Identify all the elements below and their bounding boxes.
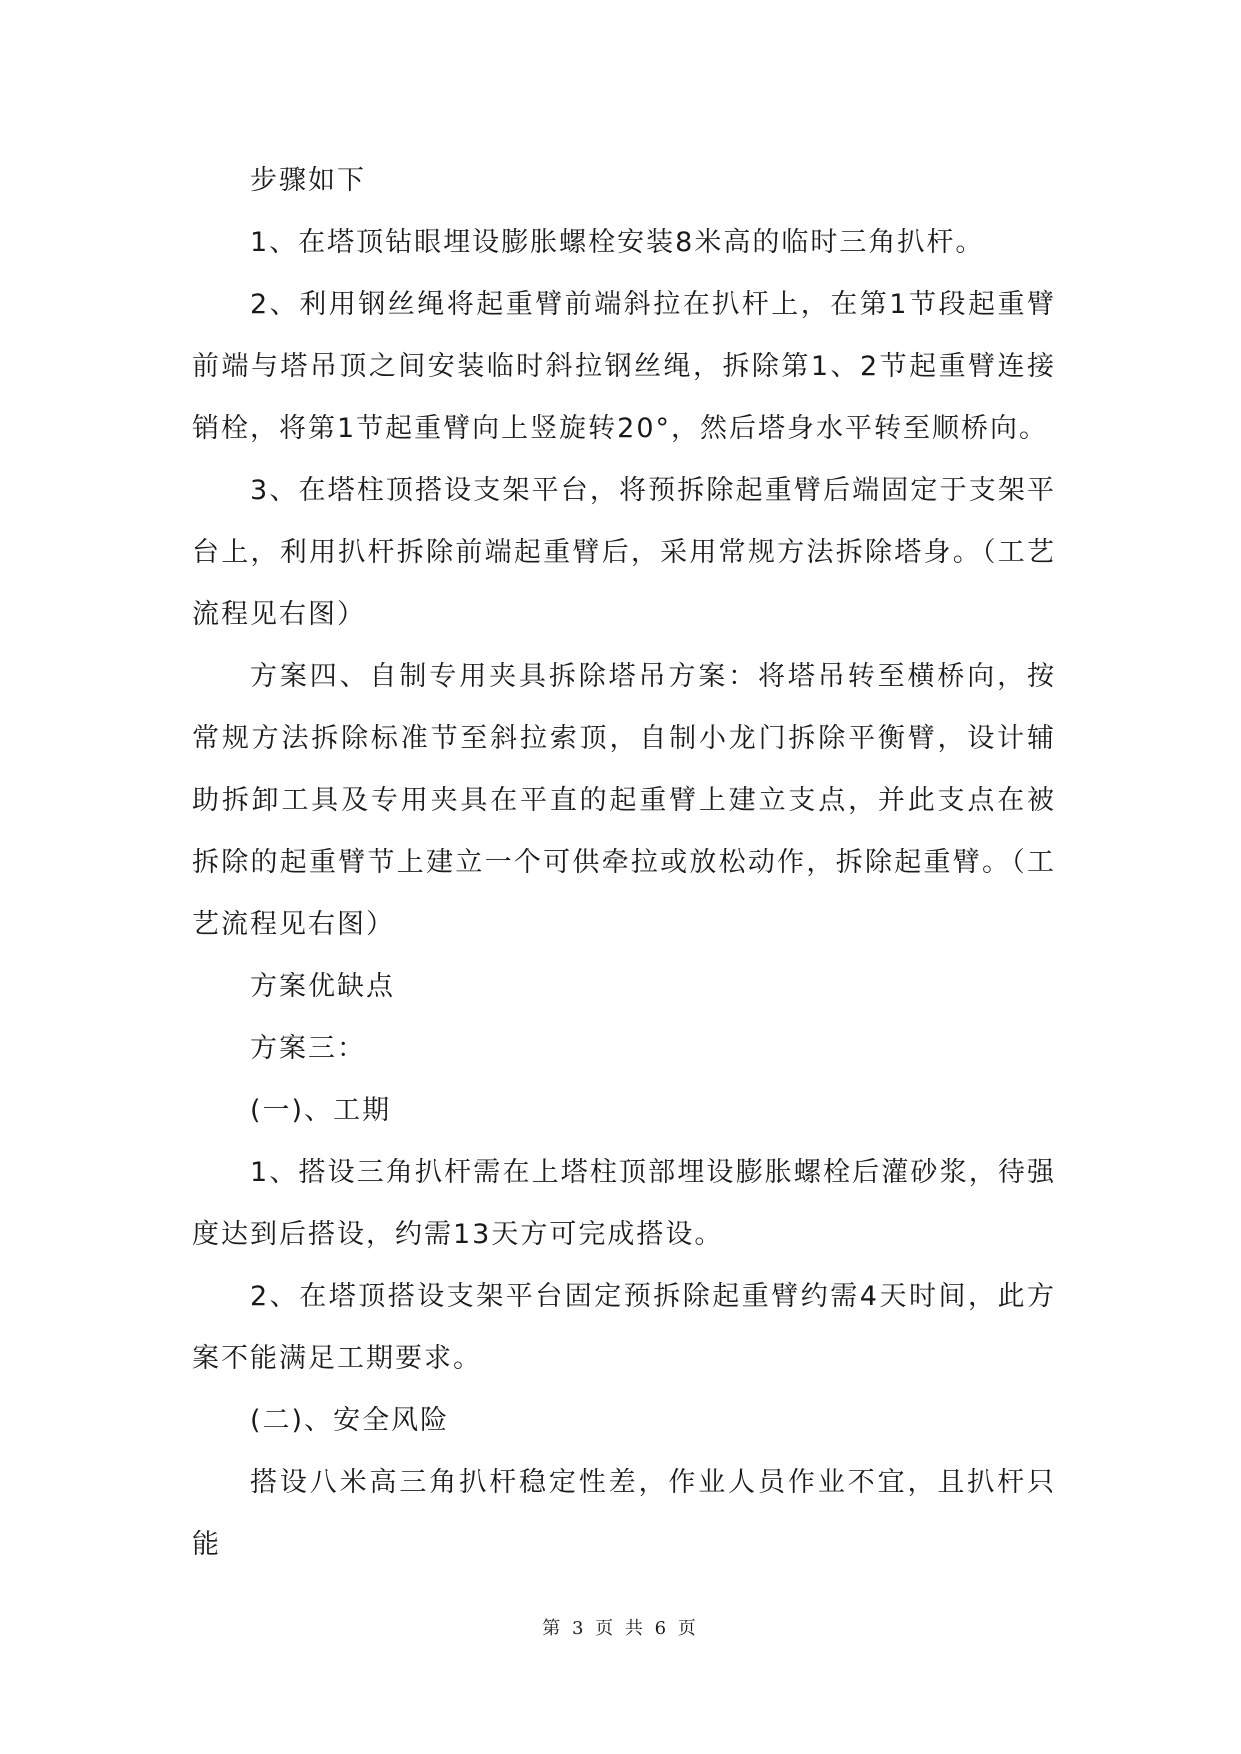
paragraph-step-2: 2、利用钢丝绳将起重臂前端斜拉在扒杆上，在第1节段起重臂前端与塔吊顶之间安装临时斜拉钢丝绳，拆除第1、2节起重臂连接销栓，将第1节起重臂向上竖旋转20°，然后塔身水平转至顺桥向。 [192,289,1056,444]
paragraph-pros-cons-heading: 方案优缺点 [250,971,395,1002]
document-body [192,150,1056,1576]
paragraph-schedule-item-2: 2、在塔顶搭设支架平台固定预拆除起重臂约需4天时间，此方案不能满足工期要求。 [192,1281,1056,1374]
paragraph-plan-four: 方案四、自制专用夹具拆除塔吊方案：将塔吊转至横桥向，按常规方法拆除标准节至斜拉索顶，自制小龙门拆除平衡臂，设计辅助拆卸工具及专用夹具在平直的起重臂上建立支点，并此支点在被拆除的起重臂节上建立一个可供牵拉或放松动作，拆除起重臂。（工艺流程见右图） [192,661,1056,940]
paragraph-safety-heading: (二)、安全风险 [250,1405,450,1436]
paragraph-schedule-item-1: 1、搭设三角扒杆需在上塔柱顶部埋设膨胀螺栓后灌砂浆，待强度达到后搭设，约需13天方可完成搭设。 [192,1157,1056,1250]
paragraph-step-1: 1、在塔顶钻眼埋设膨胀螺栓安装8米高的临时三角扒杆。 [250,227,985,258]
paragraph-step-3: 3、在塔柱顶搭设支架平台，将预拆除起重臂后端固定于支架平台上，利用扒杆拆除前端起重臂后，采用常规方法拆除塔身。（工艺流程见右图） [192,475,1056,630]
paragraph-safety-text: 搭设八米高三角扒杆稳定性差，作业人员作业不宜，且扒杆只能 [192,1467,1056,1560]
paragraph-schedule-heading: (一)、工期 [250,1095,392,1126]
paragraph-steps-heading: 步骤如下 [250,165,366,196]
page-number-footer: 第 3 页 共 6 页 [542,1618,699,1639]
paragraph-plan-three-heading: 方案三： [250,1033,366,1064]
